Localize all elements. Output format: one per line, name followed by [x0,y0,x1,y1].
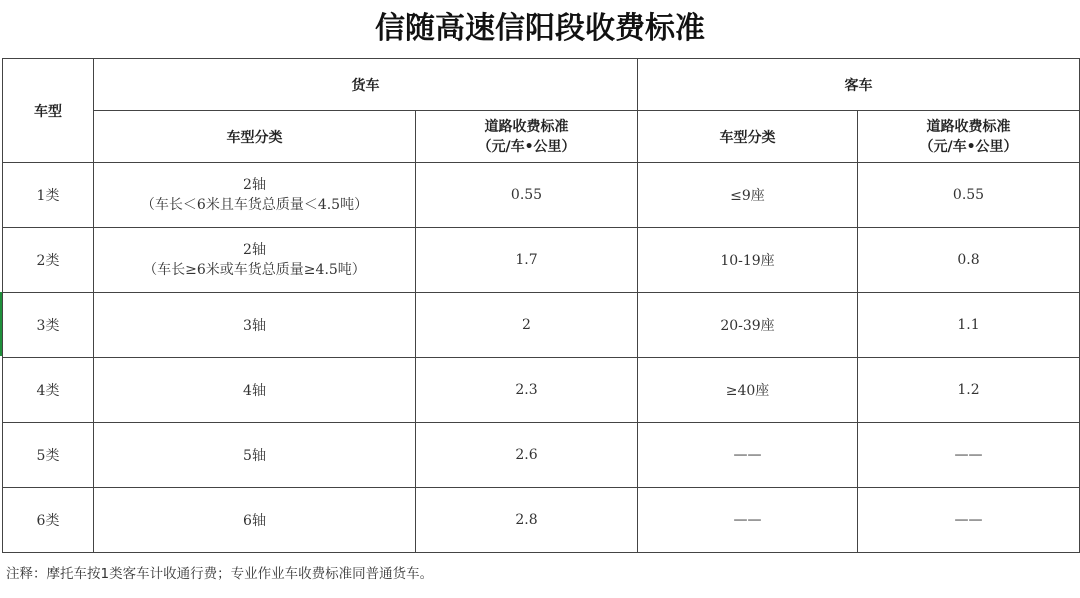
truck-axle: 2轴 [243,242,266,258]
bus-rate: 0.8 [858,228,1080,293]
bus-rate: 1.1 [858,293,1080,358]
vehicle-class: 4类 [3,358,94,423]
vehicle-class: 2类 [3,228,94,293]
vehicle-class: 3类 [3,293,94,358]
truck-rate: 2 [416,293,638,358]
truck-rate: 1.7 [416,228,638,293]
table-row [3,293,1080,358]
truck-category: 3轴 [94,293,416,358]
bus-seats: ≤9座 [638,163,858,228]
truck-rate: 2.8 [416,488,638,553]
truck-rate-header [416,111,638,163]
truck-category: 4轴 [94,358,416,423]
page-title: 信随高速信阳段收费标准 [375,11,705,46]
bus-rate: —— [858,488,1080,553]
bus-seats: —— [638,488,858,553]
bus-header: 客车 [638,59,1080,111]
table-row [3,358,1080,423]
truck-rate: 0.55 [416,163,638,228]
truck-rate: 2.3 [416,358,638,423]
truck-rate-header-line2: （元/车•公里） [477,138,576,155]
table-row [3,423,1080,488]
table-row [3,228,1080,293]
bus-rate: 1.2 [858,358,1080,423]
table-row [3,488,1080,553]
footnote: 注释：摩托车按1类客车计收通行费；专业作业车收费标准同普通货车。 [6,566,434,582]
bus-rate: —— [858,423,1080,488]
truck-note: （车长≥6米或车货总质量≥4.5吨） [143,262,366,278]
truck-header: 货车 [94,59,638,111]
bus-rate-header-line1: 道路收费标准 [926,118,1011,135]
vehicle-type-header: 车型 [3,59,94,163]
truck-category [94,228,416,293]
bus-seats: ≥40座 [638,358,858,423]
truck-category-header: 车型分类 [94,111,416,163]
truck-category: 6轴 [94,488,416,553]
bus-seats: —— [638,423,858,488]
bus-category-header: 车型分类 [638,111,858,163]
bus-rate-header [858,111,1080,163]
truck-rate: 2.6 [416,423,638,488]
truck-note: （车长＜6米且车货总质量＜4.5吨） [140,197,369,213]
truck-category: 5轴 [94,423,416,488]
truck-category [94,163,416,228]
bus-seats: 20-39座 [638,293,858,358]
table-row [3,163,1080,228]
bus-rate-header-line2: （元/车•公里） [919,138,1018,155]
truck-rate-header-line1: 道路收费标准 [484,118,569,135]
vehicle-class: 5类 [3,423,94,488]
vehicle-class: 1类 [3,163,94,228]
toll-fee-table [2,58,1080,553]
truck-axle: 2轴 [243,177,266,193]
vehicle-class: 6类 [3,488,94,553]
bus-rate: 0.55 [858,163,1080,228]
bus-seats: 10-19座 [638,228,858,293]
